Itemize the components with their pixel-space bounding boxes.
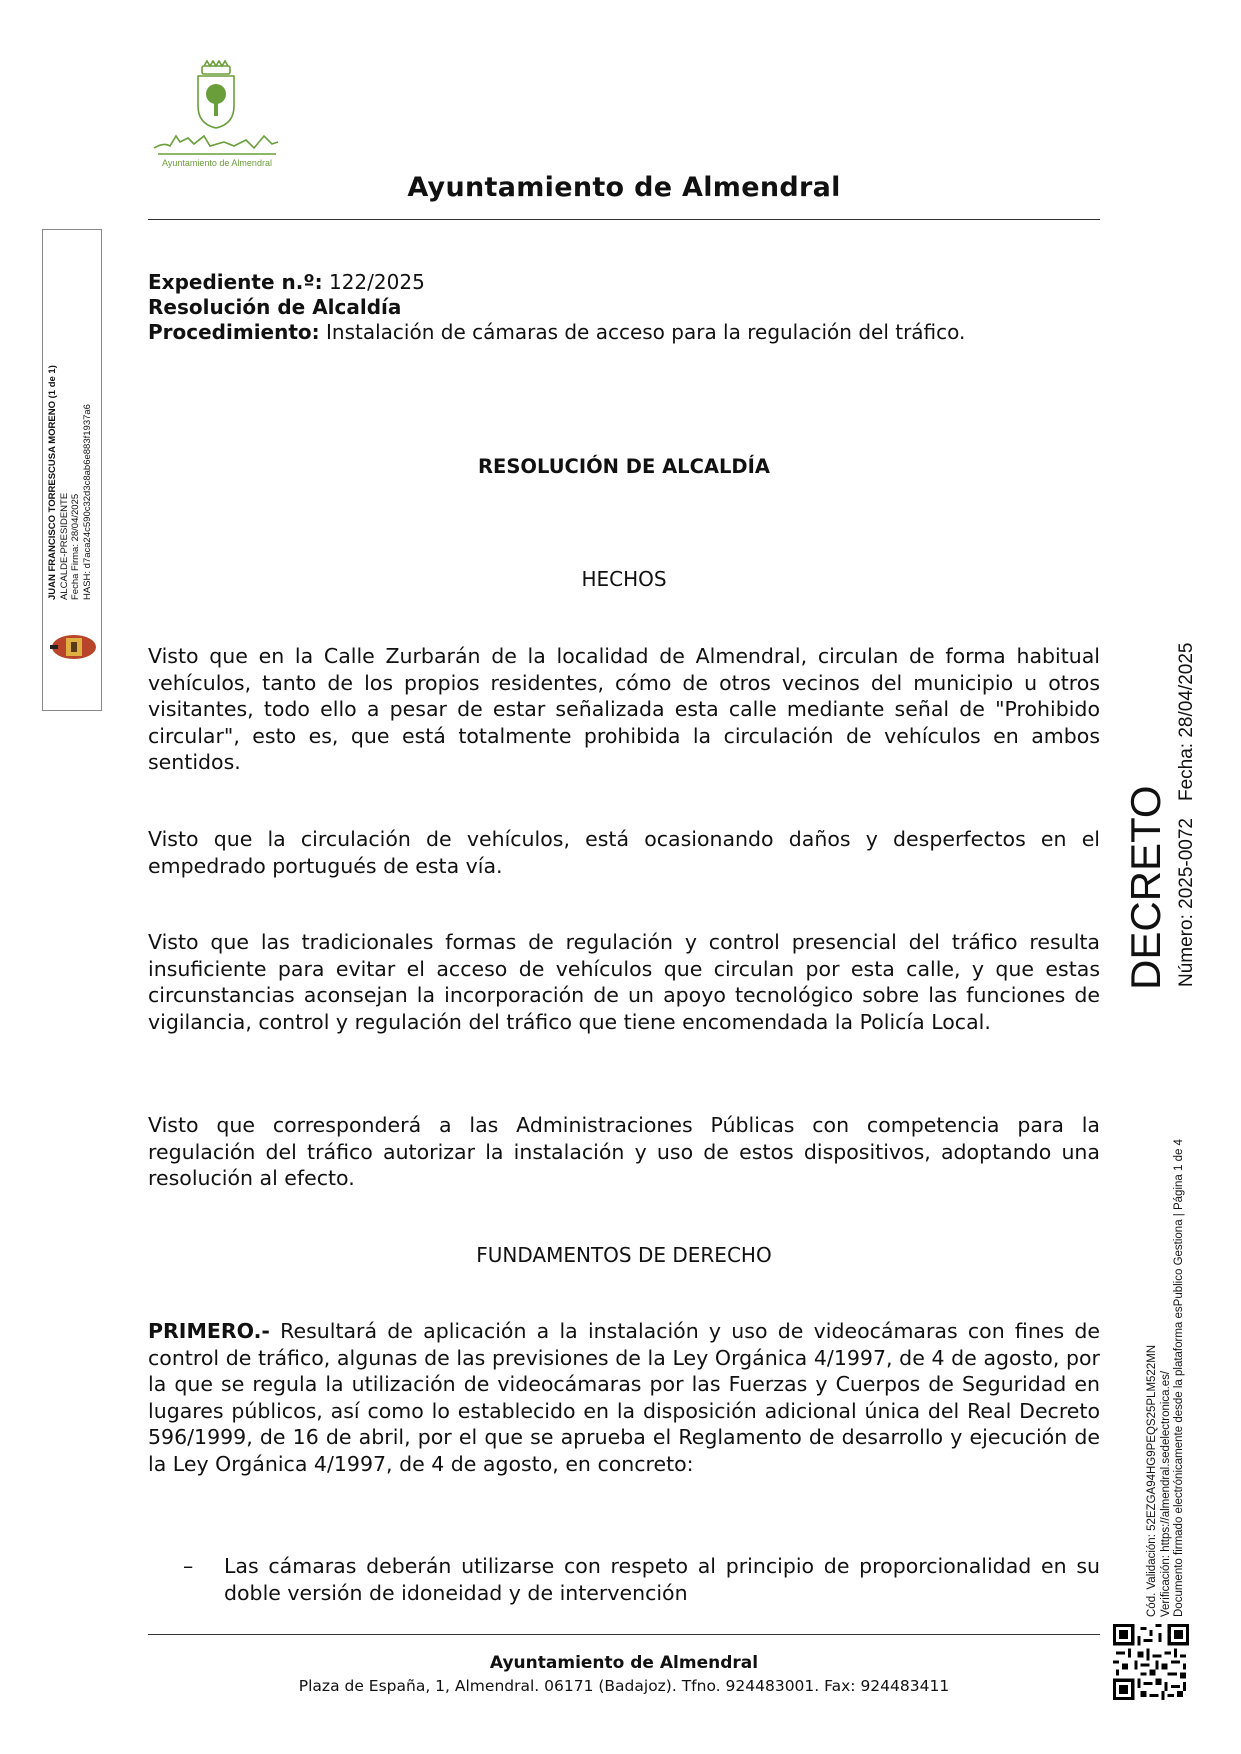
footer-organization: Ayuntamiento de Almendral — [489, 1653, 759, 1673]
hechos-paragraph-3: Visto que las tradicionales formas de regulación y control presencial del tráfico resulta insuficiente para evitar el acceso de vehículos que circulan por esta calle, y que estas circunstancias aconsejan la incorporación de un apoyo tecnológico sobre las funciones de vigilancia, control y regulación del tráfico que tiene encomendada la Policía Local. — [148, 930, 1100, 1034]
fundamentos-heading: FUNDAMENTOS DE DERECHO — [476, 1243, 772, 1267]
expediente-label: Expediente n.º: — [148, 270, 323, 294]
resolution-heading: RESOLUCIÓN DE ALCALDÍA — [478, 455, 770, 478]
municipal-logo — [152, 60, 282, 172]
bullet-item-1: Las cámaras deberán utilizarse con respeto al principio de proporcionalidad en su doble versión de idoneidad y de intervención — [224, 1554, 1100, 1605]
signer-role: ALCALDE-PRESIDENTE — [58, 492, 70, 600]
hechos-paragraph-2: Visto que la circulación de vehículos, está ocasionando daños y desperfectos en el empedrado portugués de esta vía. — [148, 827, 1100, 878]
bullet-dash: – — [183, 1554, 194, 1578]
primero-label: PRIMERO.- — [148, 1319, 270, 1343]
decreto-label: DECRETO — [1122, 785, 1169, 990]
decreto-number: Número: 2025-0072 — [1176, 818, 1197, 987]
logo-caption: Ayuntamiento de Almendral — [162, 158, 272, 168]
primero-text: Resultará de aplicación a la instalación y uso de videocámaras con fines de control de tráfico, algunas de las previsiones de la Ley Orgánica 4/1997, de 4 de agosto, por la que se regula la utilización de videocámaras por las Fuerzas y Cuerpos de Seguridad en lugares públicos, así como lo establecido en la disposición adicional única del Real Decreto 596/1999, de 16 de abril, por el que se aprueba el Reglamento de desarrollo y ejecución de la Ley Orgánica 4/1997, de 4 de agosto, en concreto: — [148, 1319, 1100, 1476]
verification-url: Verificación: https://almendral.sedelectronica.es/ — [1159, 1370, 1172, 1617]
decreto-date: Fecha: 28/04/2025 — [1176, 642, 1197, 801]
expediente-value: 122/2025 — [328, 270, 425, 294]
signature-hash: HASH: d7aca24c590c32d3c8ab6e883f1937a6 — [81, 404, 93, 600]
signature-seal-icon — [48, 632, 100, 662]
qr-code-icon — [1113, 1624, 1189, 1700]
procedimiento-label: Procedimiento: — [148, 320, 320, 344]
hechos-paragraph-1: Visto que en la Calle Zurbarán de la localidad de Almendral, circulan de forma habitual vehículos, tanto de los propios residentes, cómo de otros vecinos del municipio u otros visitantes, todo ello a pesar de estar señalizada esta calle mediante señal de "Prohibido circular", esto es, que está totalmente prohibida la circulación de vehículos en ambos sentidos. — [148, 644, 1100, 775]
signature-date: Fecha Firma: 28/04/2025 — [70, 493, 81, 600]
hechos-heading: HECHOS — [581, 567, 667, 591]
validation-code: Cód. Validación: 52EZGA94HG9PEQS25PLM522MN — [1146, 1344, 1158, 1617]
page-title: Ayuntamiento de Almendral — [407, 172, 841, 203]
hechos-paragraph-4: Visto que corresponderá a las Administraciones Públicas con competencia para la regulación del tráfico autorizar la instalación y uso de estos dispositivos, adoptando una resolución al efecto. — [148, 1113, 1100, 1191]
validation-text — [1146, 1139, 1187, 1617]
signature-text — [47, 365, 93, 600]
procedimiento-value: Instalación de cámaras de acceso para la regulación del tráfico. — [326, 320, 966, 344]
footer-divider — [148, 1634, 1100, 1635]
footer-address: Plaza de España, 1, Almendral. 06171 (Badajoz). Tfno. 924483001. Fax: 924483411 — [298, 1677, 950, 1695]
signer-name: JUAN FRANCISCO TORRESCUSA MORENO (1 de 1) — [47, 365, 58, 600]
primero-paragraph — [148, 1318, 1100, 1478]
resolucion-label: Resolución de Alcaldía — [148, 295, 402, 319]
metadata-block — [148, 270, 965, 345]
signed-document-note: Documento firmado electrónicamente desde la plataforma esPublico Gestiona | Página 1 de 4 — [1173, 1139, 1185, 1617]
header-divider — [148, 219, 1100, 220]
